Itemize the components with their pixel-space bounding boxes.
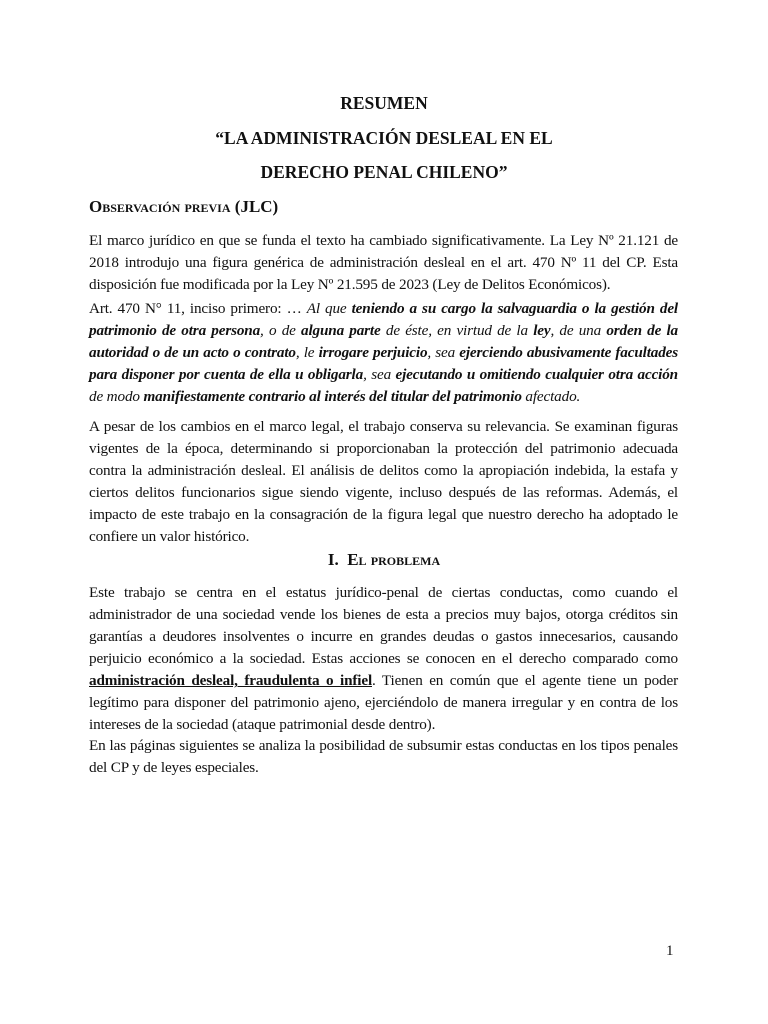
section-title: El problema [347, 550, 441, 569]
article-text: de modo [89, 388, 144, 405]
section-heading-problema [0, 549, 768, 571]
paragraph-articulo-470 [89, 298, 678, 408]
article-text: , sea [427, 344, 460, 361]
article-text: , de una [550, 322, 607, 339]
paragraph-problema [89, 582, 678, 736]
paragraph-paginas-siguientes: En las páginas siguientes se analiza la posibilidad de subsumir estas conductas en los tipos penales del CP y de leyes especiales. [89, 737, 678, 776]
article-text-bold: orden de la autoridad o de un acto o contrato [89, 322, 678, 361]
observacion-heading-tag: (JLC) [234, 197, 279, 216]
section-number: I. [327, 550, 339, 569]
paragraph-marco-juridico: El marco jurídico en que se funda el texto ha cambiado significativamente. La Ley Nº 21.121 de 2018 introdujo una figura genérica de administración desleal en el art. 470 Nº 11 del CP. Esta disposición fue modificada por la Ley Nº 21.595 de 2023 (Ley de Delitos Económicos). [89, 232, 678, 293]
article-text-bold: manifiestamente contrario al interés del titular del patrimonio [143, 388, 522, 405]
article-text: afectado. [521, 388, 581, 405]
header-title-line2: DERECHO PENAL CHILENO” [260, 162, 508, 182]
paragraph-relevancia: A pesar de los cambios en el marco legal, el trabajo conserva su relevancia. Se examinan figuras vigentes de la época, determinando si proporcionaban la protección del patrimonio adecuada contra la administración desleal. El análisis de delitos como la apropiación indebida, la estafa y ciertos delitos funcionarios sigue siendo vigente, incluso después de las reformas. Además, el impacto de este trabajo en la consagración de la figura legal que nuestro derecho ha adoptado le confiere un valor histórico. [89, 418, 678, 545]
article-text: , le [295, 344, 319, 361]
article-text-bold: alguna parte [301, 322, 381, 339]
header-title-line1: “LA ADMINISTRACIÓN DESLEAL EN EL [215, 128, 553, 148]
article-text-bold: irrogare perjuicio [318, 344, 428, 361]
article-text: Al que [306, 300, 352, 317]
page-number: 1 [666, 943, 674, 959]
article-text-bold: ley [533, 322, 551, 339]
observacion-heading [89, 196, 278, 218]
observacion-heading-label: Observación previa [89, 197, 231, 216]
problema-text: Este trabajo se centra en el estatus jurídico-penal de ciertas conductas, como cuando el administrador de una sociedad vende los bienes de esta a precios muy bajos, otorga créditos sin garantías a deudores insolventes o incurre en grandes deudas o gastos innecesarios, causando perjuicio económico a la sociedad. Estas acciones se conocen en el derecho comparado como [89, 584, 678, 667]
article-text: , o de [260, 322, 302, 339]
article-citation: Art. 470 N° 11, inciso primero: … [89, 300, 307, 317]
article-text: , sea [363, 366, 396, 383]
article-text-bold: ejecutando u omitiendo cualquier otra acción [395, 366, 678, 383]
article-text-bold: ejerciendo abusivamente facultades para disponer por cuenta de ella u obligarla [89, 344, 679, 383]
article-text-bold: teniendo a su cargo la salvaguardia o la gestión del patrimonio de otra persona [89, 300, 678, 339]
problema-text: . Tienen en común que el agente tiene un poder legítimo para disponer del patrimonio ajeno, ejerciéndolo de manera irregular y en contra de los intereses de la sociedad (ataque patrimonial desde dentro). [89, 672, 678, 733]
article-text: de éste, en virtud de la [380, 322, 534, 339]
header-resumen: RESUMEN [340, 93, 428, 113]
problema-emphasis: administración desleal, fraudulenta o infiel [89, 672, 373, 689]
